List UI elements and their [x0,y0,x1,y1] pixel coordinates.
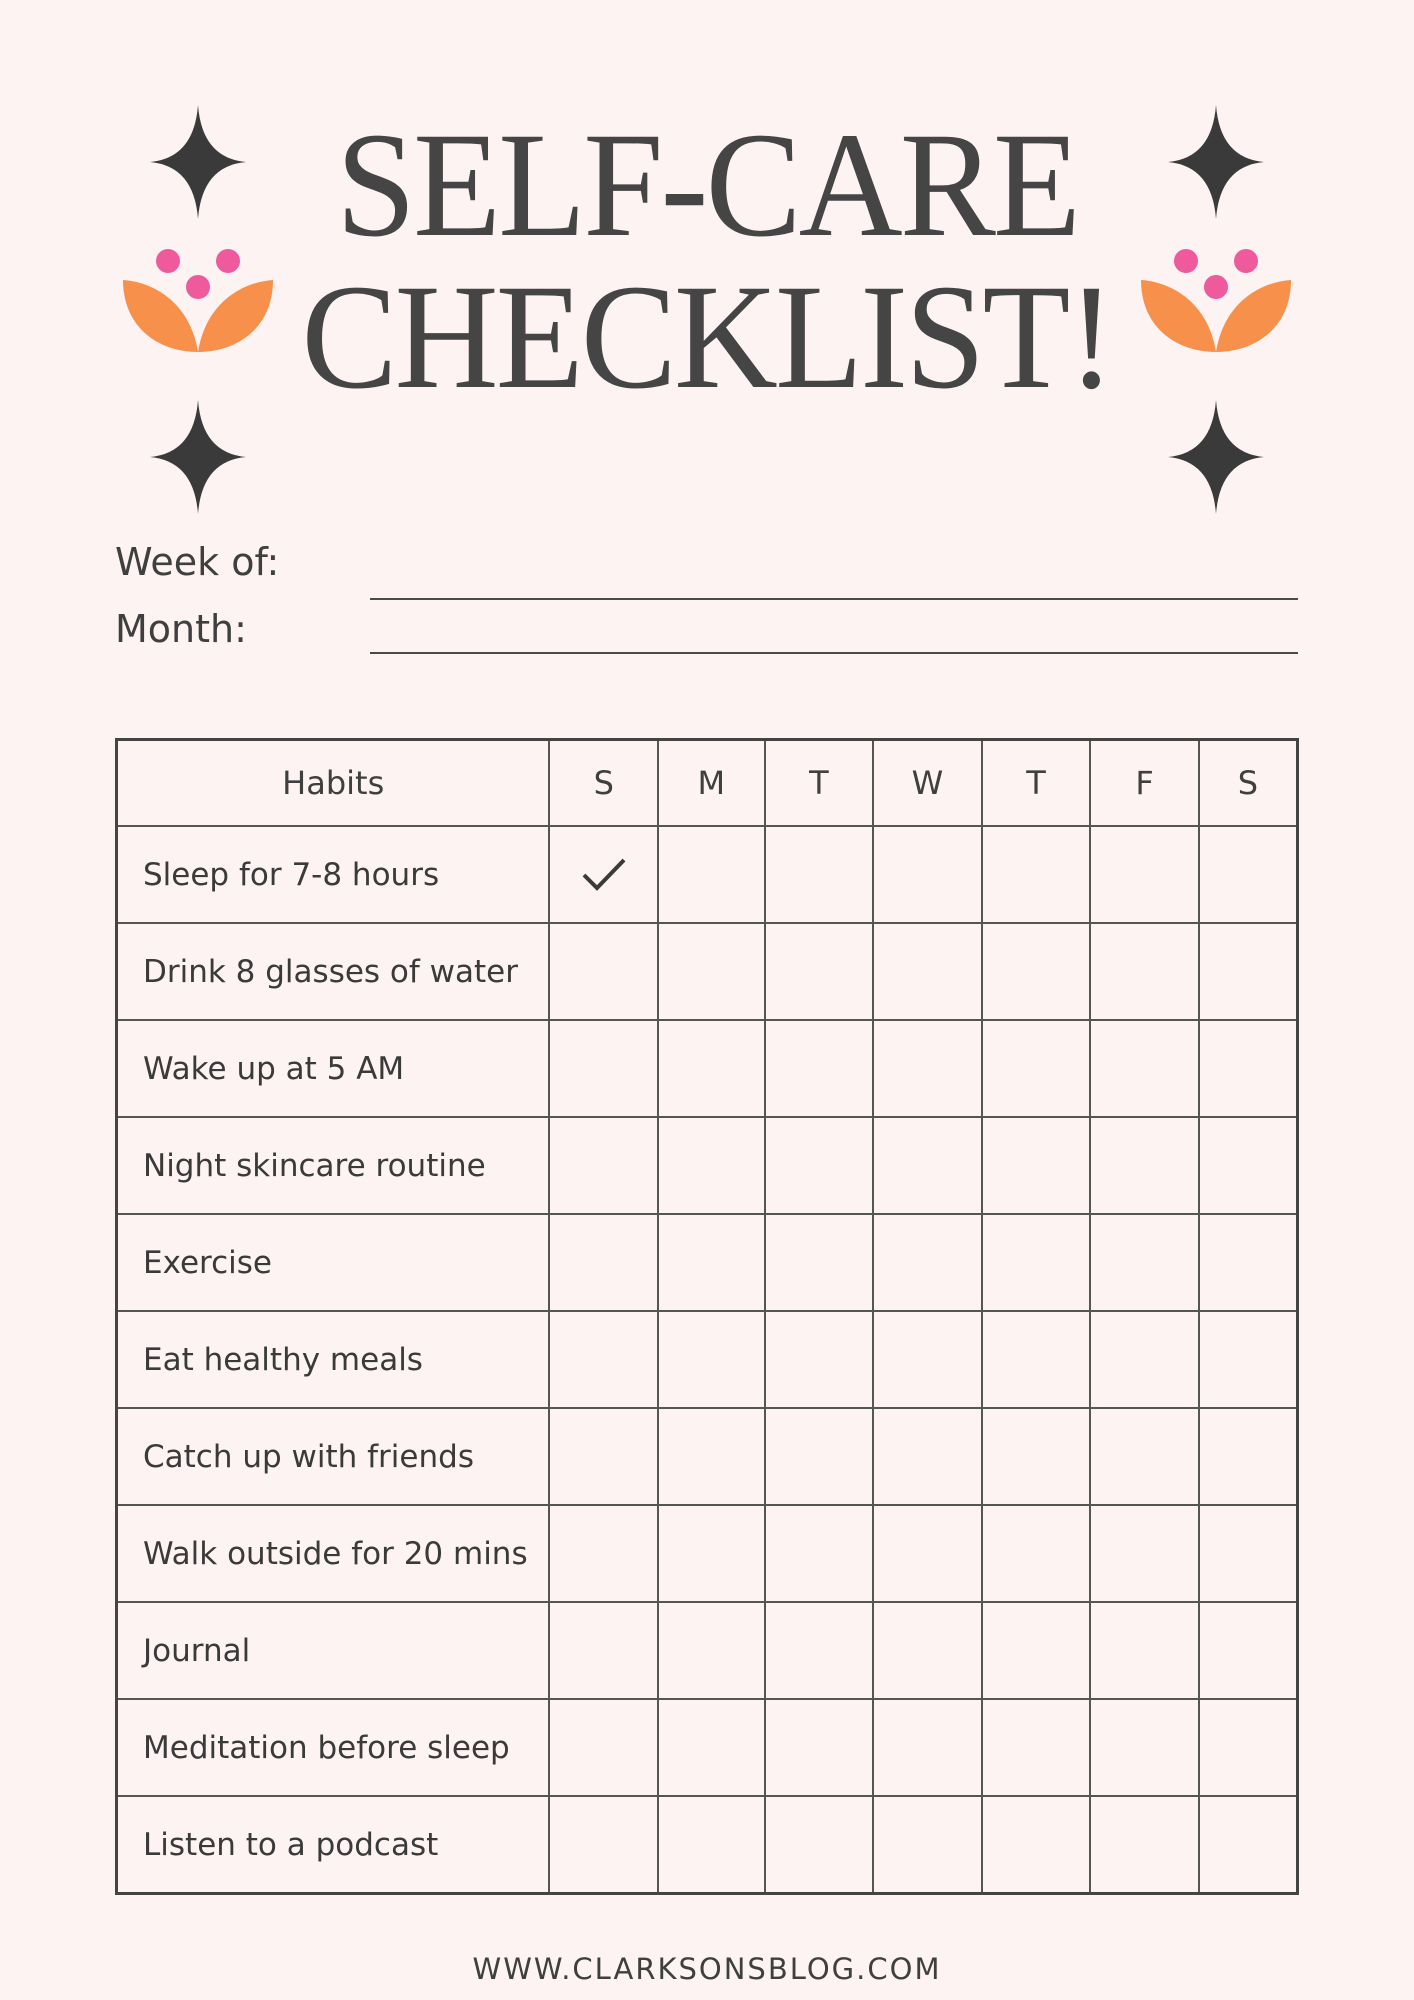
check-cell[interactable] [873,923,982,1020]
check-cell[interactable] [765,1505,874,1602]
check-cell[interactable] [982,1796,1091,1894]
month-label: Month: [115,607,247,651]
check-cell[interactable] [1090,1796,1199,1894]
check-cell[interactable] [765,1408,874,1505]
check-cell[interactable] [873,1796,982,1894]
check-cell[interactable] [549,1602,658,1699]
check-cell[interactable] [1090,1602,1199,1699]
check-cell[interactable] [873,1699,982,1796]
check-cell[interactable] [765,1699,874,1796]
check-cell[interactable] [549,1699,658,1796]
check-cell[interactable] [1090,1408,1199,1505]
check-cell[interactable] [982,1020,1091,1117]
check-cell[interactable] [765,1796,874,1894]
table-header-row [117,740,1298,827]
check-cell[interactable] [982,1602,1091,1699]
check-cell[interactable] [1090,1311,1199,1408]
checkmark-icon [581,857,627,893]
check-cell[interactable] [1090,1117,1199,1214]
check-cell[interactable] [1199,923,1298,1020]
check-cell[interactable] [982,923,1091,1020]
check-cell[interactable] [765,1602,874,1699]
check-cell[interactable] [658,1408,765,1505]
habit-name: Sleep for 7-8 hours [117,826,550,923]
day-header-thursday: T [982,740,1091,827]
check-cell[interactable] [549,1408,658,1505]
check-cell[interactable] [1199,1505,1298,1602]
table-row [117,826,1298,923]
check-cell[interactable] [765,1020,874,1117]
sparkle-icon [150,400,246,515]
check-cell[interactable] [1199,1117,1298,1214]
check-cell[interactable] [549,923,658,1020]
check-cell[interactable] [982,826,1091,923]
check-cell[interactable] [1090,923,1199,1020]
check-cell[interactable] [873,1020,982,1117]
check-cell[interactable] [873,826,982,923]
check-cell[interactable] [658,1214,765,1311]
check-cell[interactable] [549,1505,658,1602]
day-header-friday: F [1090,740,1199,827]
check-cell[interactable] [1199,1796,1298,1894]
check-cell[interactable] [982,1311,1091,1408]
check-cell[interactable] [658,826,765,923]
check-cell[interactable] [1199,1214,1298,1311]
week-of-label: Week of: [115,540,280,584]
check-cell[interactable] [1090,1020,1199,1117]
check-cell[interactable] [658,1796,765,1894]
day-header-wednesday: W [873,740,982,827]
check-cell[interactable] [1199,1408,1298,1505]
check-cell[interactable] [1199,1602,1298,1699]
check-cell[interactable] [982,1505,1091,1602]
day-header-sunday: S [549,740,658,827]
check-cell[interactable] [1090,826,1199,923]
check-cell[interactable] [982,1117,1091,1214]
day-header-monday: M [658,740,765,827]
check-cell[interactable] [549,1796,658,1894]
check-cell[interactable] [549,1214,658,1311]
check-cell[interactable] [982,1699,1091,1796]
check-cell[interactable] [658,923,765,1020]
check-cell[interactable] [765,1311,874,1408]
check-cell[interactable] [765,1214,874,1311]
habit-name: Walk outside for 20 mins [117,1505,550,1602]
table-row [117,1796,1298,1894]
check-cell[interactable] [549,1311,658,1408]
habit-name: Exercise [117,1214,550,1311]
habits-column-header: Habits [117,740,550,827]
check-cell[interactable] [765,826,874,923]
check-cell[interactable] [1199,1311,1298,1408]
table-row [117,1699,1298,1796]
check-cell[interactable] [982,1214,1091,1311]
habit-name: Catch up with friends [117,1408,550,1505]
month-field[interactable] [370,652,1298,654]
check-cell[interactable] [765,923,874,1020]
check-cell[interactable] [1090,1214,1199,1311]
habit-name: Listen to a podcast [117,1796,550,1894]
table-row [117,1602,1298,1699]
habit-name: Meditation before sleep [117,1699,550,1796]
check-cell[interactable] [658,1602,765,1699]
table-row [117,1214,1298,1311]
habit-table [115,738,1299,1895]
title-line-1: SELF-CARE [335,102,1079,268]
check-cell[interactable] [658,1117,765,1214]
habit-name: Night skincare routine [117,1117,550,1214]
check-cell[interactable] [873,1311,982,1408]
check-cell[interactable] [549,826,658,923]
check-cell[interactable] [549,1117,658,1214]
check-cell[interactable] [658,1311,765,1408]
table-row [117,1505,1298,1602]
habit-name: Journal [117,1602,550,1699]
check-cell[interactable] [873,1408,982,1505]
day-header-tuesday: T [765,740,874,827]
table-row [117,1408,1298,1505]
check-cell[interactable] [658,1699,765,1796]
table-row [117,1311,1298,1408]
check-cell[interactable] [658,1505,765,1602]
habit-name: Wake up at 5 AM [117,1020,550,1117]
check-cell[interactable] [1199,826,1298,923]
sparkle-icon [1168,400,1264,515]
title-line-2: CHECKLIST! [301,254,1113,420]
check-cell[interactable] [658,1020,765,1117]
check-cell[interactable] [873,1602,982,1699]
website-footer: WWW.CLARKSONSBLOG.COM [472,1952,942,1986]
day-header-saturday: S [1199,740,1298,827]
check-cell[interactable] [982,1408,1091,1505]
check-cell[interactable] [765,1117,874,1214]
check-cell[interactable] [1090,1505,1199,1602]
check-cell[interactable] [873,1117,982,1214]
table-row [117,1020,1298,1117]
check-cell[interactable] [873,1214,982,1311]
habit-name: Eat healthy meals [117,1311,550,1408]
habit-name: Drink 8 glasses of water [117,923,550,1020]
table-row [117,923,1298,1020]
week-of-field[interactable] [370,598,1298,600]
check-cell[interactable] [1090,1699,1199,1796]
check-cell[interactable] [1199,1699,1298,1796]
check-cell[interactable] [1199,1020,1298,1117]
check-cell[interactable] [549,1020,658,1117]
table-row [117,1117,1298,1214]
check-cell[interactable] [873,1505,982,1602]
